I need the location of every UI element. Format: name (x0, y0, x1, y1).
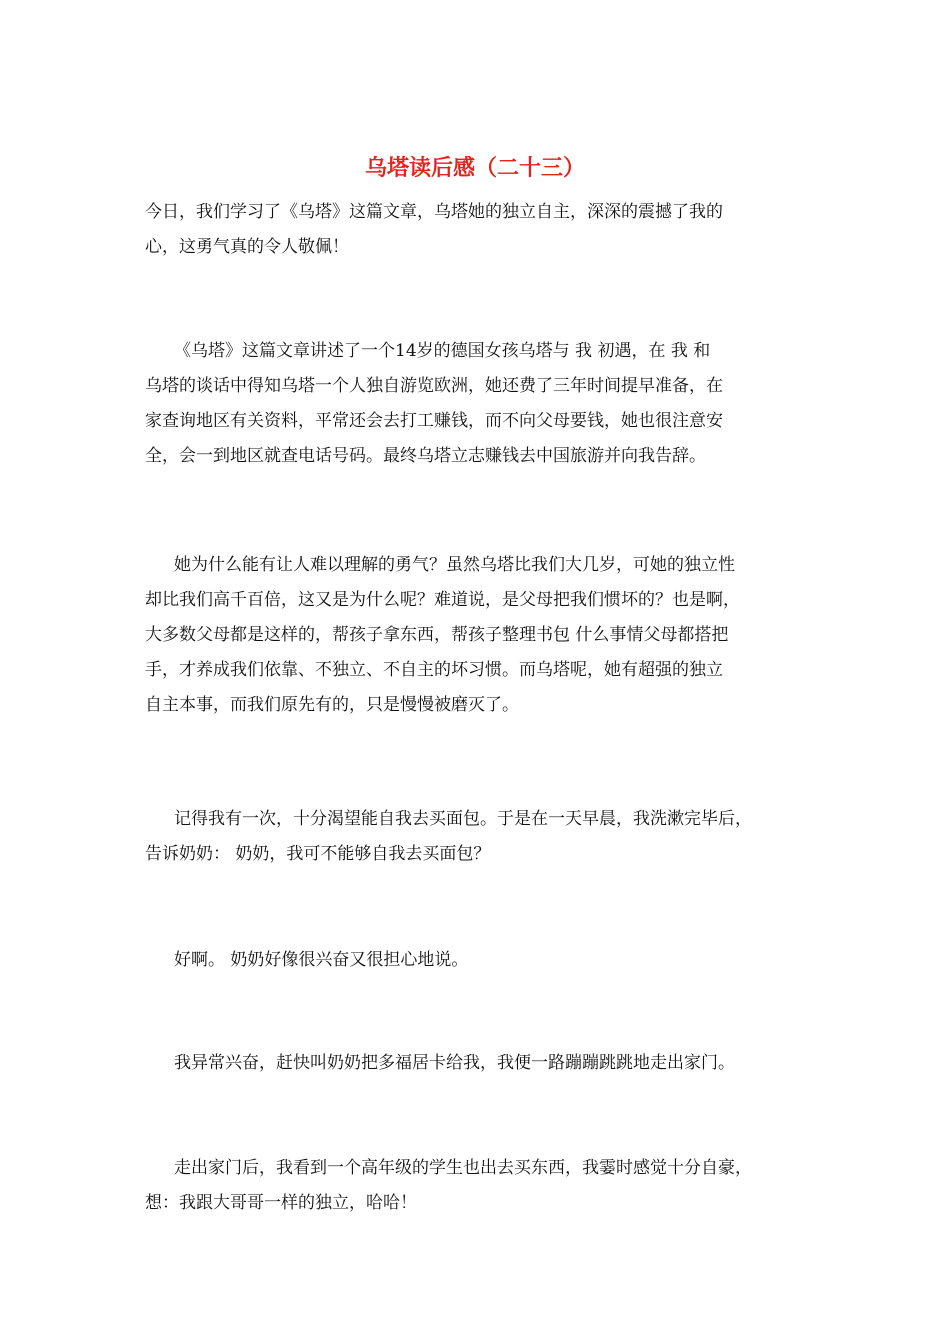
paragraph-3-line-2: 却比我们高千百倍，这又是为什么呢？难道说，是父母把我们惯坏的？也是啊， (145, 590, 740, 610)
paragraph-5-line-1: 好啊。 奶奶好像很兴奋又很担心地说。 (174, 950, 469, 970)
paragraph-2-line-2: 乌塔的谈话中得知乌塔一个人独自游览欧洲，她还费了三年时间提早准备，在 (145, 376, 723, 396)
document-title: 乌塔读后感（二十三） (364, 155, 585, 181)
paragraph-7-line-2: 想：我跟大哥哥一样的独立，哈哈！ (145, 1193, 417, 1213)
paragraph-2-line-3: 家查询地区有关资料，平常还会去打工赚钱，而不向父母要钱，她也很注意安 (145, 411, 723, 431)
paragraph-3-line-4: 手，才养成我们依靠、不独立、不自主的坏习惯。而乌塔呢，她有超强的独立 (145, 660, 723, 680)
paragraph-6-line-1: 我异常兴奋，赶快叫奶奶把多福居卡给我，我便一路蹦蹦跳跳地走出家门。 (174, 1053, 735, 1073)
paragraph-4-line-1: 记得我有一次，十分渴望能自我去买面包。于是在一天早晨，我洗漱完毕后， (174, 809, 752, 829)
paragraph-7-line-1: 走出家门后，我看到一个高年级的学生也出去买东西，我霎时感觉十分自豪， (174, 1158, 752, 1178)
paragraph-2-line-4: 全，会一到地区就查电话号码。最终乌塔立志赚钱去中国旅游并向我告辞。 (145, 446, 706, 466)
paragraph-2-line-1: 《乌塔》这篇文章讲述了一个14岁的德国女孩乌塔与 我 初遇，在 我 和 (174, 341, 711, 361)
paragraph-3-line-1: 她为什么能有让人难以理解的勇气？虽然乌塔比我们大几岁，可她的独立性 (174, 555, 735, 575)
paragraph-3-line-5: 自主本事，而我们原先有的，只是慢慢被磨灭了。 (145, 695, 519, 715)
paragraph-3-line-3: 大多数父母都是这样的，帮孩子拿东西，帮孩子整理书包 什么事情父母都搭把 (145, 625, 729, 645)
paragraph-1-line-2: 心，这勇气真的令人敬佩！ (145, 237, 349, 257)
paragraph-1-line-1: 今日，我们学习了《乌塔》这篇文章，乌塔她的独立自主，深深的震撼了我的 (145, 202, 723, 222)
paragraph-4-line-2: 告诉奶奶： 奶奶，我可不能够自我去买面包？ (145, 844, 491, 864)
